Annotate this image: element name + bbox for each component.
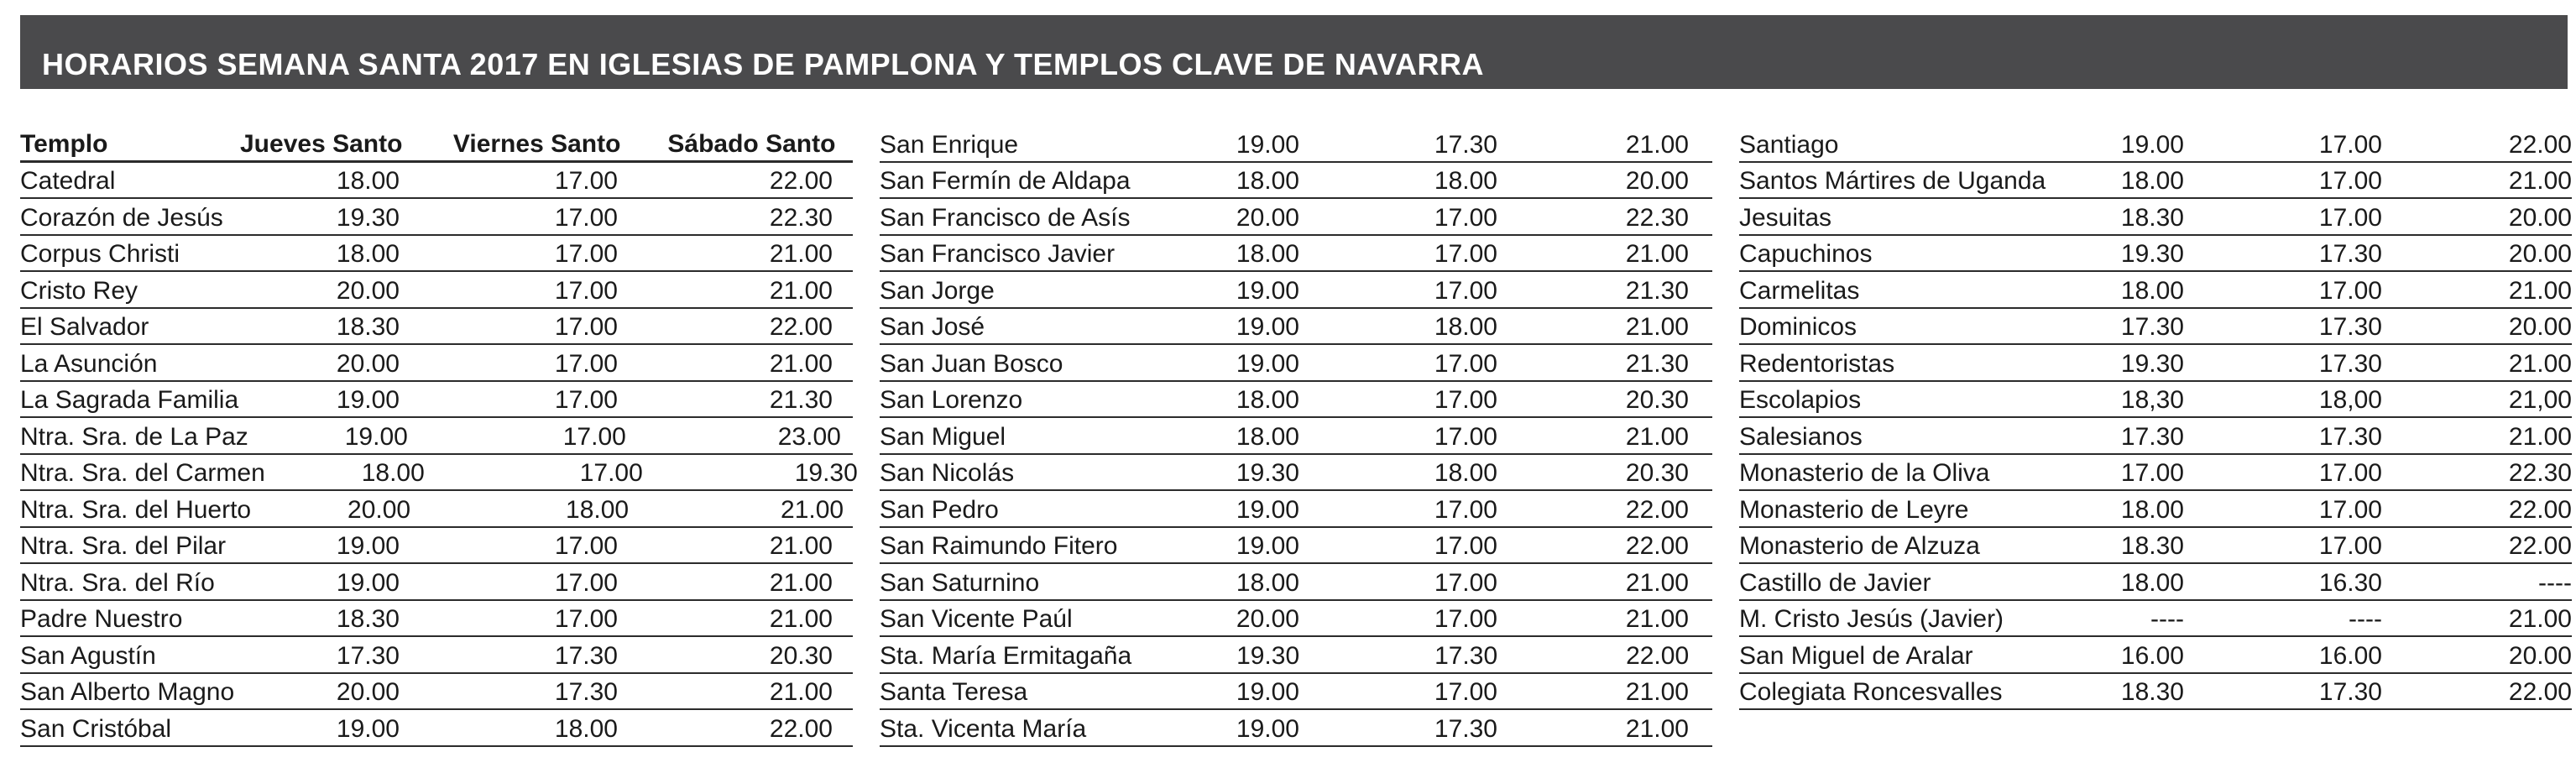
sabado-santo-time: 20.00 [1625,167,1689,195]
sabado-santo-time: 22.00 [2508,678,2572,706]
viernes-santo-time: 17.00 [554,349,618,378]
jueves-santo-time: 18.00 [336,167,400,195]
church-name: La Sagrada Familia [20,386,239,414]
table-row [1739,491,2572,528]
jueves-santo-time: 18.30 [336,605,400,633]
viernes-santo-time: 17.00 [1434,240,1497,268]
church-name: Cristo Rey [20,276,138,305]
church-name: Sta. María Ermitagaña [880,641,1132,670]
table-row [20,528,853,565]
viernes-santo-time: 17.30 [2318,240,2382,268]
viernes-santo-time: 17.00 [554,203,618,232]
table-row [20,710,853,747]
viernes-santo-time: 18.00 [554,714,618,743]
viernes-santo-time: ---- [2349,605,2382,633]
jueves-santo-time: 19.00 [1236,714,1299,743]
table-column-1 [20,126,858,747]
sabado-santo-time: 22.00 [1625,532,1689,560]
viernes-santo-time: 17.30 [554,678,618,706]
table-header [20,126,853,163]
church-name: Santa Teresa [880,678,1028,706]
sabado-santo-time: 21.00 [769,240,833,268]
sabado-santo-time: 21.00 [769,568,833,597]
title-bar [20,15,2568,89]
sabado-santo-time: 22.00 [769,167,833,195]
jueves-santo-time: 18.00 [1236,422,1299,451]
sabado-santo-time: 21.00 [769,532,833,560]
table-column-3 [1739,126,2572,710]
church-name: Corazón de Jesús [20,203,223,232]
sabado-santo-time: 21.30 [1625,349,1689,378]
viernes-santo-time: 17.00 [554,605,618,633]
table-row [1739,637,2572,674]
viernes-santo-time: 17.00 [1434,605,1497,633]
church-name: San Saturnino [880,568,1040,597]
viernes-santo-time: 17.30 [1434,130,1497,159]
viernes-santo-time: 16.00 [2318,641,2382,670]
church-name: San Pedro [880,495,999,524]
church-name: Carmelitas [1739,276,1860,305]
church-name: Ntra. Sra. del Carmen [20,459,265,487]
sabado-santo-time: 22.00 [1625,495,1689,524]
jueves-santo-time: 18.30 [2120,203,2184,232]
sabado-santo-time: 21.00 [1625,240,1689,268]
viernes-santo-time: 17.00 [554,313,618,341]
viernes-santo-time: 17.00 [2318,495,2382,524]
table-row [1739,309,2572,346]
header-viernes-santo: Viernes Santo [452,129,621,158]
jueves-santo-time: 19.00 [1236,495,1299,524]
jueves-santo-time: 17.30 [336,641,400,670]
viernes-santo-time: 17.00 [554,167,618,195]
viernes-santo-time: 17.00 [562,422,626,451]
jueves-santo-time: 18.00 [1236,240,1299,268]
table-row [880,345,1712,382]
church-name: San Vicente Paúl [880,605,1073,633]
church-name: San Miguel [880,422,1006,451]
sabado-santo-time: 21.00 [769,678,833,706]
viernes-santo-time: 17.00 [554,386,618,414]
jueves-santo-time: 18.00 [1236,568,1299,597]
table-row [1739,345,2572,382]
jueves-santo-time: 19.00 [1236,532,1299,560]
table-row [1739,564,2572,601]
viernes-santo-time: 18,00 [2318,386,2382,414]
viernes-santo-time: 17.30 [1434,641,1498,670]
table-row [1739,126,2572,163]
sabado-santo-time: 21.00 [1625,130,1689,159]
viernes-santo-time: 17.00 [1434,203,1497,232]
sabado-santo-time: 21.30 [1625,276,1689,305]
jueves-santo-time: 20.00 [336,678,400,706]
church-name: San Jorge [880,276,995,305]
viernes-santo-time: 17.00 [1434,386,1497,414]
viernes-santo-time: 17.00 [579,459,643,487]
table-row [20,163,853,200]
table-row [880,163,1712,200]
jueves-santo-time: 17.30 [2120,313,2184,341]
jueves-santo-time: 17.30 [2120,422,2184,451]
header-templo: Templo [20,129,108,158]
church-name: San Nicolás [880,459,1015,487]
table-row [880,236,1712,273]
sabado-santo-time: 20.00 [2508,313,2572,341]
table-row [20,199,853,236]
church-name: Salesianos [1739,422,1863,451]
sabado-santo-time: 23.00 [777,422,841,451]
church-name: San Francisco de Asís [880,203,1131,232]
jueves-santo-time: 19.00 [1236,678,1299,706]
viernes-santo-time: 17.00 [554,568,618,597]
sabado-santo-time: 21.00 [1625,678,1689,706]
viernes-santo-time: 17.00 [2318,532,2382,560]
sabado-santo-time: 22.00 [1626,641,1690,670]
church-name: El Salvador [20,313,149,341]
table-row [20,564,853,601]
church-name: Ntra. Sra. del Huerto [20,495,252,524]
table-body-3 [1739,126,2572,710]
table-row [20,455,858,492]
sabado-santo-time: ---- [2538,568,2572,597]
sabado-santo-time: 21.00 [1625,313,1689,341]
jueves-santo-time: 20.00 [1236,203,1299,232]
table-row [880,199,1712,236]
viernes-santo-time: 17.00 [2318,130,2382,159]
table-row [880,418,1712,455]
jueves-santo-time: 19.30 [2120,240,2184,268]
table-row [880,637,1712,674]
viernes-santo-time: 17.30 [2318,349,2382,378]
church-name: San Fermín de Aldapa [880,167,1131,195]
viernes-santo-time: 18.00 [1434,167,1497,195]
jueves-santo-time: 20.00 [336,349,400,378]
church-name: Padre Nuestro [20,605,183,633]
viernes-santo-time: 17.30 [2318,678,2382,706]
jueves-santo-time: 19.30 [1236,459,1299,487]
jueves-santo-time: 19.00 [336,532,400,560]
jueves-santo-time: 18.00 [2120,167,2184,195]
jueves-santo-time: 20.00 [1236,605,1299,633]
jueves-santo-time: 19.30 [2120,349,2184,378]
church-name: Redentoristas [1739,349,1895,378]
viernes-santo-time: 17.00 [1434,532,1497,560]
jueves-santo-time: 19.00 [336,714,400,743]
table-row [1739,199,2572,236]
jueves-santo-time: 18.00 [1236,386,1299,414]
church-name: M. Cristo Jesús (Javier) [1739,605,2004,633]
table-row [20,418,853,455]
jueves-santo-time: 19.00 [2120,130,2184,159]
church-name: San Juan Bosco [880,349,1063,378]
header-sabado-santo: Sábado Santo [667,129,836,158]
jueves-santo-time: 18.00 [361,459,425,487]
table-row [20,272,853,309]
sabado-santo-time: 22.00 [769,313,833,341]
jueves-santo-time: 18.30 [336,313,400,341]
church-name: Dominicos [1739,313,1858,341]
church-name: Monasterio de Alzuza [1739,532,1980,560]
viernes-santo-time: 18.00 [1434,313,1497,341]
church-name: San Raimundo Fitero [880,532,1118,560]
table-row [20,637,853,674]
jueves-santo-time: 19.30 [336,203,400,232]
jueves-santo-time: 19.00 [336,568,400,597]
table-row [1739,601,2572,638]
table-row [1739,382,2572,419]
viernes-santo-time: 17.30 [1434,714,1497,743]
sabado-santo-time: 21,00 [2508,386,2572,414]
sabado-santo-time: 20.30 [1625,386,1689,414]
table-row [880,309,1712,346]
church-name: La Asunción [20,349,158,378]
table-column-2 [880,126,1712,747]
viernes-santo-time: 17.30 [554,641,618,670]
jueves-santo-time: 18.00 [2120,568,2184,597]
sabado-santo-time: 20.30 [1625,459,1689,487]
viernes-santo-time: 17.00 [2318,167,2382,195]
church-name: San Lorenzo [880,386,1023,414]
sabado-santo-time: 21.00 [1625,422,1689,451]
church-name: Sta. Vicenta María [880,714,1087,743]
sabado-santo-time: 20.00 [2508,203,2572,232]
viernes-santo-time: 17.00 [1434,495,1497,524]
table-row [1739,418,2572,455]
table-row [880,491,1712,528]
sabado-santo-time: 19.30 [794,459,858,487]
table-row [1739,236,2572,273]
church-name: Ntra. Sra. del Pilar [20,532,227,560]
viernes-santo-time: 17.00 [1434,678,1497,706]
table-row [1739,272,2572,309]
table-row [880,601,1712,638]
church-name: Escolapios [1739,386,1862,414]
sabado-santo-time: 22.30 [769,203,833,232]
table-row [880,710,1712,747]
viernes-santo-time: 17.00 [1434,349,1497,378]
sabado-santo-time: 21.00 [1625,568,1689,597]
church-name: San Cristóbal [20,714,172,743]
church-name: Monasterio de Leyre [1739,495,1969,524]
sabado-santo-time: 22.30 [1625,203,1689,232]
church-name: Capuchinos [1739,240,1873,268]
viernes-santo-time: 17.30 [2318,422,2382,451]
viernes-santo-time: 17.00 [1434,568,1497,597]
table-row [20,236,853,273]
page-title: HORARIOS SEMANA SANTA 2017 EN IGLESIAS DE PAMPLONA Y TEMPLOS CLAVE DE NAVARRA [42,47,1485,81]
viernes-santo-time: 17.00 [1434,276,1497,305]
church-name: Ntra. Sra. del Río [20,568,215,597]
jueves-santo-time: 17.00 [2120,459,2184,487]
table-body-2 [880,126,1712,747]
sabado-santo-time: 21.00 [781,495,844,524]
table-row [880,674,1712,711]
table-body-1 [20,163,858,747]
viernes-santo-time: 17.30 [2318,313,2382,341]
jueves-santo-time: 18,30 [2120,386,2184,414]
church-name: Catedral [20,167,116,195]
jueves-santo-time: 18.00 [2120,495,2184,524]
sabado-santo-time: 21.00 [769,276,833,305]
header-jueves-santo: Jueves Santo [240,129,403,158]
viernes-santo-time: 17.00 [2318,459,2382,487]
table-row [20,674,853,711]
table-row [1739,528,2572,565]
jueves-santo-time: 19.00 [336,386,400,414]
jueves-santo-time: 18.00 [1236,167,1299,195]
church-name: Santos Mártires de Uganda [1739,167,2046,195]
table-row [20,345,853,382]
jueves-santo-time: 19.30 [1236,641,1300,670]
church-name: Castillo de Javier [1739,568,1931,597]
church-name: Jesuitas [1739,203,1832,232]
jueves-santo-time: 20.00 [336,276,400,305]
sabado-santo-time: 22.00 [769,714,833,743]
jueves-santo-time: 19.00 [1236,276,1299,305]
sabado-santo-time: 22.00 [2508,532,2572,560]
jueves-santo-time: ---- [2150,605,2184,633]
jueves-santo-time: 19.00 [344,422,408,451]
church-name: San Enrique [880,130,1019,159]
church-name: Ntra. Sra. de La Paz [20,422,248,451]
sabado-santo-time: 21.00 [2508,422,2572,451]
jueves-santo-time: 19.00 [1236,313,1299,341]
sabado-santo-time: 21.00 [769,605,833,633]
table-row [880,528,1712,565]
church-name: San Agustín [20,641,156,670]
sabado-santo-time: 21.00 [1625,605,1689,633]
table-row [20,382,853,419]
sabado-santo-time: 21.00 [2508,276,2572,305]
table-row [20,309,853,346]
viernes-santo-time: 16.30 [2318,568,2382,597]
viernes-santo-time: 17.00 [554,240,618,268]
jueves-santo-time: 18.30 [2120,532,2184,560]
table-row [1739,163,2572,200]
sabado-santo-time: 22.00 [2508,495,2572,524]
church-name: San Alberto Magno [20,678,235,706]
viernes-santo-time: 17.00 [554,532,618,560]
sabado-santo-time: 20.00 [2508,641,2572,670]
table-row [880,272,1712,309]
viernes-santo-time: 17.00 [554,276,618,305]
jueves-santo-time: 18.00 [336,240,400,268]
sabado-santo-time: 21.00 [2508,605,2572,633]
church-name: San Francisco Javier [880,240,1116,268]
table-row [880,126,1712,163]
jueves-santo-time: 16.00 [2120,641,2184,670]
viernes-santo-time: 17.00 [1434,422,1497,451]
sabado-santo-time: 21.30 [769,386,833,414]
table-row [20,601,853,638]
sabado-santo-time: 21.00 [1625,714,1689,743]
sabado-santo-time: 20.30 [769,641,833,670]
sabado-santo-time: 21.00 [769,349,833,378]
viernes-santo-time: 17.00 [2318,276,2382,305]
jueves-santo-time: 20.00 [347,495,411,524]
jueves-santo-time: 18.00 [2120,276,2184,305]
table-row [880,455,1712,492]
church-name: San Miguel de Aralar [1739,641,1973,670]
sabado-santo-time: 21.00 [2508,167,2572,195]
sabado-santo-time: 21.00 [2508,349,2572,378]
viernes-santo-time: 17.00 [2318,203,2382,232]
viernes-santo-time: 18.00 [566,495,630,524]
table-row [20,491,853,528]
sabado-santo-time: 22.30 [2508,459,2572,487]
church-name: Santiago [1739,130,1839,159]
viernes-santo-time: 18.00 [1434,459,1497,487]
church-name: Colegiata Roncesvalles [1739,678,2003,706]
jueves-santo-time: 18.30 [2120,678,2184,706]
table-row [880,382,1712,419]
church-name: Monasterio de la Oliva [1739,459,1990,487]
church-name: Corpus Christi [20,240,180,268]
church-name: San José [880,313,985,341]
table-row [1739,455,2572,492]
table-row [880,564,1712,601]
sabado-santo-time: 20.00 [2508,240,2572,268]
table-row [1739,674,2572,711]
sabado-santo-time: 22.00 [2508,130,2572,159]
jueves-santo-time: 19.00 [1236,349,1299,378]
jueves-santo-time: 19.00 [1236,130,1299,159]
